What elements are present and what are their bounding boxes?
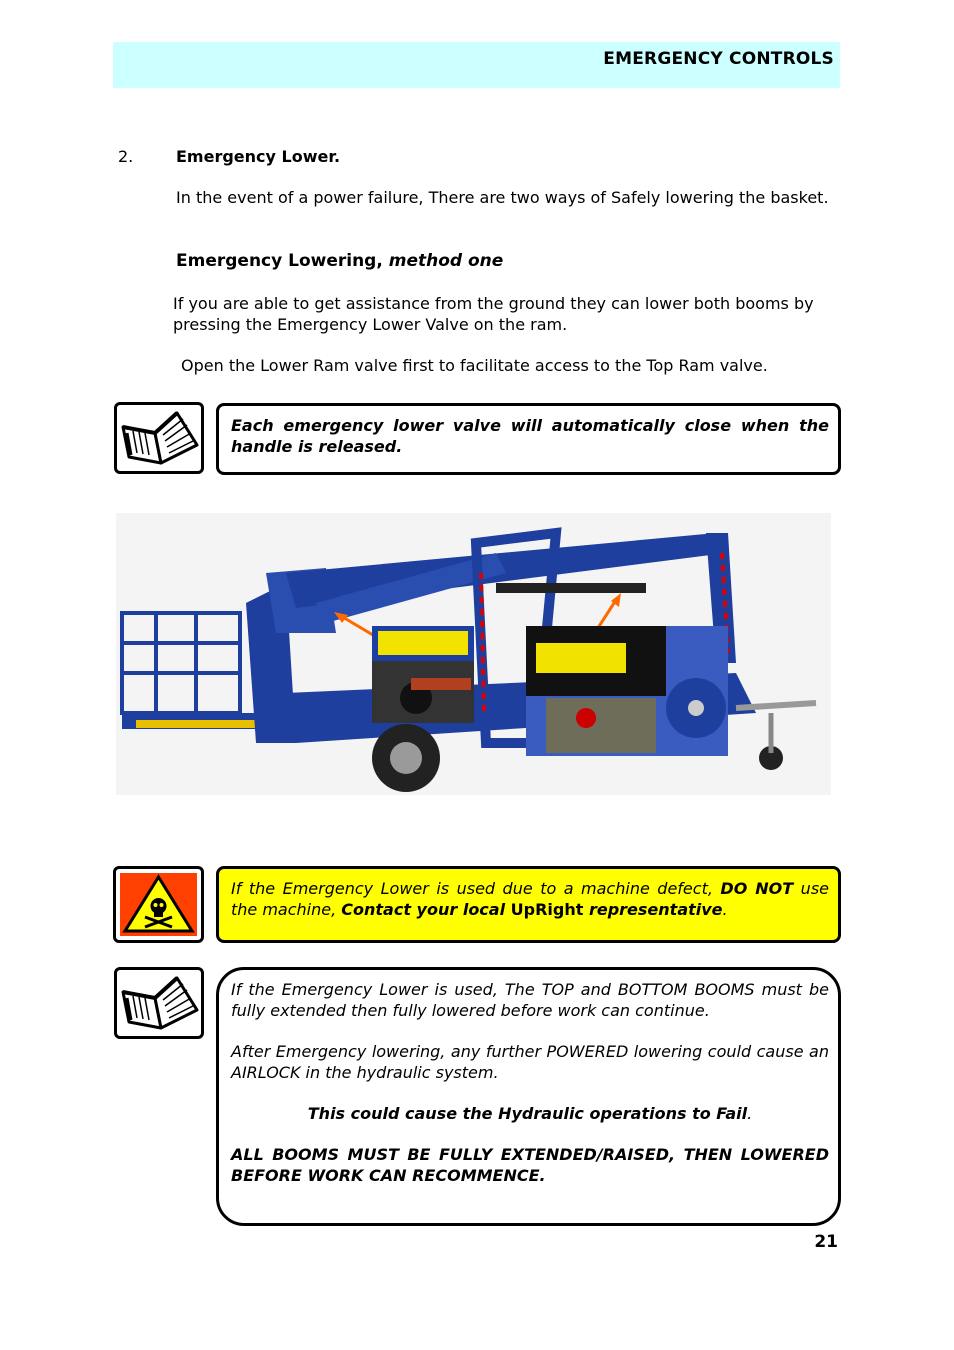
method-heading-plain: Emergency Lowering, xyxy=(176,251,383,271)
machine-illustration xyxy=(116,513,831,795)
warning-box xyxy=(216,866,841,943)
note-2-period: . xyxy=(747,1104,753,1123)
note-icon-box-1 xyxy=(114,402,204,474)
book-icon xyxy=(117,405,201,471)
section-intro: In the event of a power failure, There are two ways of Safely lowering the basket. xyxy=(176,188,829,207)
note-2-hydraulic-fail: This could cause the Hydraulic operations to Fail xyxy=(307,1104,748,1123)
warning-text xyxy=(231,878,829,920)
note-2-paragraph-4: ALL BOOMS MUST BE FULLY EXTENDED/RAISED, THEN LOWERED BEFORE WORK CAN RECOMMENCE. xyxy=(231,1145,829,1185)
method-heading xyxy=(176,250,503,272)
skull-crossbones-icon xyxy=(120,873,197,936)
method-paragraph-2: Open the Lower Ram valve first to facilitate access to the Top Ram valve. xyxy=(181,356,768,375)
warning-text-part-3: use the machine, xyxy=(231,879,829,919)
section-number: 2. xyxy=(118,147,134,166)
method-heading-italic: method one xyxy=(388,251,504,271)
note-2-paragraph-1: If the Emergency Lower is used, The TOP and BOTTOM BOOMS must be fully extended then fully lowered before work can continue. xyxy=(231,980,829,1020)
machine-photo xyxy=(116,513,831,795)
method-paragraph-1: If you are able to get assistance from the ground they can lower both booms by pressing the Emergency Lower Valve on the ram. xyxy=(173,294,814,334)
note-1-text: Each emergency lower valve will automatically close when the handle is released. xyxy=(231,416,829,456)
warning-brand: UpRight xyxy=(505,900,589,919)
warning-icon-box xyxy=(113,866,204,943)
note-box-1 xyxy=(216,403,841,475)
section-title: Emergency Lower. xyxy=(176,147,341,166)
warning-text-part-1: If the Emergency Lower is used due to a machine defect, xyxy=(231,879,721,898)
page-number: 21 xyxy=(814,1232,838,1252)
page-header-title: EMERGENCY CONTROLS xyxy=(603,49,834,69)
warning-contact: Contact your local xyxy=(341,900,506,919)
book-icon xyxy=(117,970,201,1036)
warning-representative: representative xyxy=(588,900,723,919)
header-band xyxy=(113,42,840,88)
note-box-2 xyxy=(216,967,841,1226)
warning-text-end: . xyxy=(722,900,728,919)
note-2-paragraph-3 xyxy=(231,1103,829,1124)
warning-do-not: DO NOT xyxy=(720,879,794,898)
note-2-paragraph-2: After Emergency lowering, any further POWERED lowering could cause an AIRLOCK in the hydraulic system. xyxy=(231,1042,829,1082)
note-icon-box-2 xyxy=(114,967,204,1039)
